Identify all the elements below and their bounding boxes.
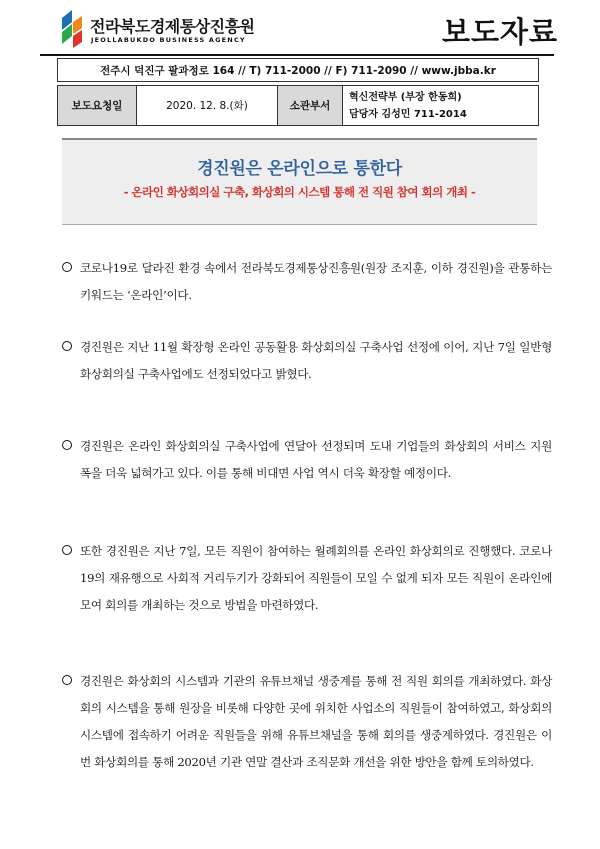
bullet-circle-icon (62, 675, 72, 685)
headline-box (62, 138, 537, 225)
address-line: 전주시 덕진구 팔과정로 164 // T) 711-2000 // F) 711-2090 // www.jbba.kr (57, 58, 539, 82)
agency-logo-icon (58, 10, 84, 50)
department-contact-cell (343, 86, 539, 126)
org-name-english: JEOLLABUKDO BUSINESS AGENCY (91, 36, 246, 44)
request-date-value: 2020. 12. 8.(화) (137, 86, 278, 126)
paragraph (62, 538, 552, 619)
paragraph-text: 또한 경진원은 지난 7일, 모든 직원이 참여하는 월례회의를 온라인 화상회의로 진행했다. 코로나19의 재유행으로 사회적 거리두기가 강화되어 직원들이 모일 수 없게 되자 모든 직원이 온라인에 모여 회의를 개최하는 것으로 방법을 마련하였다. (80, 544, 552, 612)
paragraph (62, 668, 552, 776)
paragraph-text: 코로나19로 달라진 환경 속에서 전라북도경제통상진흥원(원장 조지훈, 이하 경진원)을 관통하는 키워드는 ‘온라인’이다. (80, 261, 552, 302)
bullet-circle-icon (62, 545, 72, 555)
org-name-korean: 전라북도경제통상진흥원 (90, 17, 255, 36)
department-label: 소관부서 (278, 86, 343, 126)
department-value: 혁신전략부 (부장 한동희) (349, 91, 462, 103)
paragraph-text: 경진원은 화상회의 시스템과 기관의 유튜브채널 생중계를 통해 전 직원 회의를 개최하였다. 화상회의 시스템을 통해 원장을 비롯해 다양한 곳에 위치한 사업소의 직원들이 참여하였고, 화상회의 시스템에 접속하기 어려운 직원들을 위해 유튜브채널을 통해 회의를 생중계하였다. 경진원은 이번 화상회의를 통해 2020년 기관 연말 결산과 조직문화 개선을 위한 방안을 함께 토의하였다. (80, 674, 552, 769)
paragraph (62, 433, 552, 487)
paragraph (62, 334, 552, 388)
headline: 경진원은 온라인으로 통한다 (197, 159, 402, 179)
header (40, 8, 560, 54)
bullet-circle-icon (62, 262, 72, 272)
contact-value: 담당자 김성민 711-2014 (349, 108, 467, 120)
subheadline: - 온라인 화상회의실 구축, 화상회의 시스템 통해 전 직원 참여 회의 개최 - (123, 185, 476, 199)
paragraph-text: 경진원은 온라인 화상회의실 구축사업에 연달아 선정되며 도내 기업들의 화상회의 서비스 지원 폭을 더욱 넓혀가고 있다. 이를 통해 비대면 사업 역시 더욱 확장할 예정이다. (80, 439, 552, 480)
request-date-label: 보도요청일 (58, 86, 137, 126)
doc-type-title: 보도자료 (441, 15, 558, 49)
bullet-circle-icon (62, 440, 72, 450)
header-divider (40, 54, 554, 56)
info-table (57, 85, 539, 126)
paragraph-text: 경진원은 지난 11월 확장형 온라인 공동활용 화상회의실 구축사업 선정에 이어, 지난 7일 일반형 화상회의실 구축사업에도 선정되었다고 밝혔다. (80, 340, 552, 381)
paragraph (62, 255, 552, 309)
bullet-circle-icon (62, 341, 72, 351)
